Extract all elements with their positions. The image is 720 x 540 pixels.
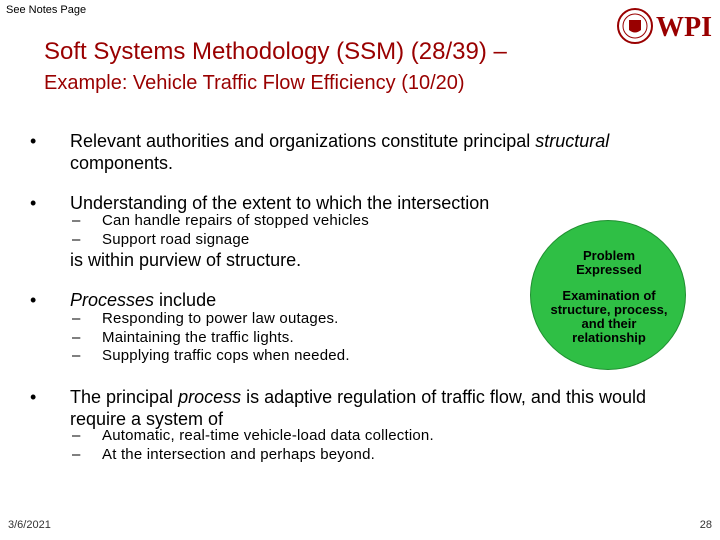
sub-item: – Responding to power law outages. <box>72 310 339 327</box>
bullet-4-text: The principal process is adaptive regulation of traffic flow, and this would require a system of <box>70 387 646 429</box>
sub-item: – Automatic, real-time vehicle-load data collection. <box>72 427 434 444</box>
page-number: 28 <box>699 519 712 531</box>
bullet-3-text: Processes include <box>70 290 217 310</box>
bullet-2 <box>0 192 720 214</box>
sub-item: – At the intersection and perhaps beyond. <box>72 446 375 463</box>
bullet-marker: • <box>30 193 37 213</box>
sub-item: – Maintaining the traffic lights. <box>72 329 294 346</box>
bullet-4 <box>0 386 720 430</box>
slide-title: Soft Systems Methodology (SSM) (28/39) – <box>44 38 507 65</box>
bullet-1 <box>0 130 720 174</box>
wpi-seal-icon <box>616 6 716 46</box>
circle-label-structure: structure, process, <box>550 302 668 317</box>
bullet-marker: • <box>30 387 37 407</box>
footer-date: 3/6/2021 <box>8 519 51 531</box>
circle-label-problem: Problem <box>582 248 635 263</box>
slide-subtitle: Example: Vehicle Traffic Flow Efficiency (10/20) <box>44 72 465 94</box>
notes-label: See Notes Page <box>6 4 87 16</box>
ssm-stage-circle <box>530 220 686 370</box>
wpi-logo-text: WPI <box>656 12 712 43</box>
bullet-marker: • <box>30 290 37 310</box>
sub-item: – Support road signage <box>72 231 250 248</box>
bullet-2-text: Understanding of the extent to which the intersection <box>70 193 490 213</box>
circle-label-expressed: Expressed <box>576 262 642 277</box>
bullet-2-continuation: is within purview of structure. <box>70 250 302 270</box>
circle-label-examination: Examination of <box>562 288 656 303</box>
sub-item: – Can handle repairs of stopped vehicles <box>72 212 369 229</box>
bullet-1-text: Relevant authorities and organizations constitute principal structural components. <box>70 131 610 173</box>
wpi-logo <box>616 6 716 46</box>
bullet-marker: • <box>30 131 37 151</box>
circle-label-relationship: relationship <box>572 330 646 345</box>
circle-label-and-their: and their <box>581 316 637 331</box>
sub-item: – Supplying traffic cops when needed. <box>72 347 350 364</box>
